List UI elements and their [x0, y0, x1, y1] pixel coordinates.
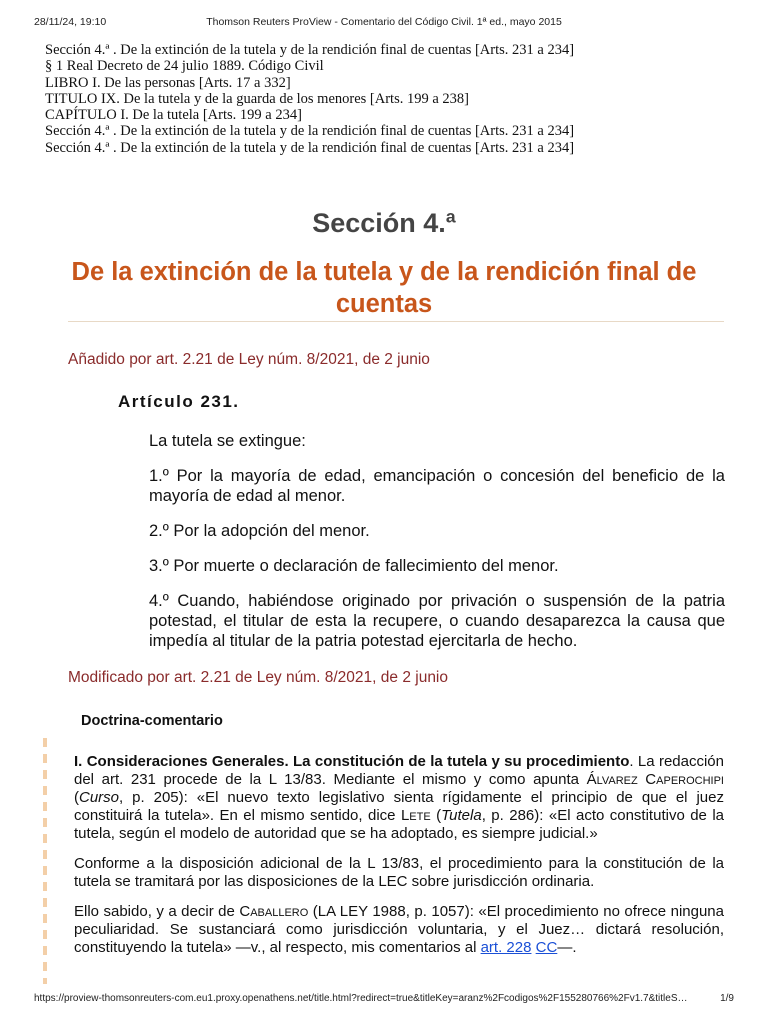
cc-link[interactable]: CC — [535, 939, 558, 956]
work-title: Tutela — [441, 807, 482, 824]
article-paragraph: 3.º Por muerte o declaración de fallecimiento del menor. — [149, 557, 559, 575]
print-title: Thomson Reuters ProView - Comentario del Código Civil. 1ª ed., mayo 2015 — [206, 16, 562, 28]
doctrina-heading: Doctrina-comentario — [81, 713, 223, 729]
commentary-side-marker — [43, 738, 47, 984]
article-paragraph: La tutela se extingue: — [149, 432, 306, 450]
section-title: De la extinción de la tutela y de la rendición final de cuentas — [71, 258, 697, 318]
work-title: Curso — [79, 789, 120, 806]
article-paragraph: 2.º Por la adopción del menor. — [149, 522, 370, 540]
amendment-note-modified: Modificado por art. 2.21 de Ley núm. 8/2021, de 2 junio — [68, 669, 448, 686]
article-heading: Artículo 231. — [118, 392, 240, 411]
print-date: 28/11/24, 19:10 — [34, 16, 107, 28]
author-name: Álvarez Caperochipi — [586, 771, 724, 788]
breadcrumb-item[interactable]: CAPÍTULO I. De la tutela [Arts. 199 a 234] — [45, 107, 302, 124]
print-url: https://proview-thomsonreuters-com.eu1.proxy.openathens.net/title.html?redirect=true&titleKey=aranz%2Fcodigos%2F155280766%2Fv1.7&titleS… — [34, 993, 688, 1004]
commentary-lead: I. Consideraciones Generales. La constitución de la tutela y su procedimiento — [74, 753, 630, 770]
commentary-paragraph: Ello sabido, y a decir de Caballero (LA LEY 1988, p. 1057): «El procedimiento no ofrece ninguna peculiaridad. Se sustanciará como jurisdicción voluntaria, y el Juez… dictará resolución, constituyendo la tutela» —v., al respecto, mis comentarios al art. 228 CC—. — [74, 903, 724, 956]
article-paragraph: 1.º Por la mayoría de edad, emancipación o concesión del beneficio de la mayoría de edad al menor. — [149, 467, 725, 505]
commentary-body — [74, 753, 724, 969]
page-counter: 1/9 — [720, 993, 734, 1004]
article-paragraph: 4.º Cuando, habiéndose originado por privación o suspensión de la patria potestad, el titular de esta la recupere, o cuando desaparezca la causa que impedía al titular de la patria potestad ejercitarla de hecho. — [149, 592, 725, 650]
breadcrumb-item[interactable]: § 1 Real Decreto de 24 julio 1889. Código Civil — [45, 58, 324, 75]
breadcrumb-item[interactable]: LIBRO I. De las personas [Arts. 17 a 332] — [45, 74, 291, 91]
amendment-note-added: Añadido por art. 2.21 de Ley núm. 8/2021, de 2 junio — [68, 351, 430, 368]
print-header — [34, 16, 734, 30]
article-228-link[interactable]: art. 228 — [480, 939, 532, 956]
title-divider — [68, 321, 724, 322]
breadcrumb — [45, 42, 574, 156]
print-footer — [34, 993, 734, 1007]
commentary-paragraph: I. Consideraciones Generales. La constitución de la tutela y su procedimiento. La redacción del art. 231 procede de la L 13/83. Mediante el mismo y como apunta Álvarez Caperochipi (Curso, p. 205): «El nuevo texto legislativo sienta rígidamente el principio de que el juez constituirá la tutela». En el mismo sentido, dice Lete (Tutela, p. 286): «El acto constitutivo de la tutela, según el modelo de autoridad que se ha adoptado, es siempre judicial.» — [74, 753, 725, 842]
breadcrumb-item[interactable]: TITULO IX. De la tutela y de la guarda de los menores [Arts. 199 a 238] — [45, 90, 469, 107]
author-name: Lete — [400, 807, 431, 824]
article-body — [149, 431, 725, 666]
breadcrumb-item[interactable]: Sección 4.ª . De la extinción de la tutela y de la rendición final de cuentas [Arts. 231 a 234] — [45, 42, 575, 58]
section-number: Sección 4.ª — [312, 208, 456, 238]
breadcrumb-item[interactable]: Sección 4.ª . De la extinción de la tutela y de la rendición final de cuentas [Arts. 231 a 234] — [45, 123, 575, 140]
author-name: Caballero — [239, 903, 309, 920]
breadcrumb-item[interactable]: Sección 4.ª . De la extinción de la tutela y de la rendición final de cuentas [Arts. 231 a 234] — [45, 139, 575, 156]
commentary-paragraph: Conforme a la disposición adicional de la L 13/83, el procedimiento para la constitución de la tutela se tramitará por las disposiciones de la LEC sobre jurisdicción ordinaria. — [74, 855, 724, 890]
